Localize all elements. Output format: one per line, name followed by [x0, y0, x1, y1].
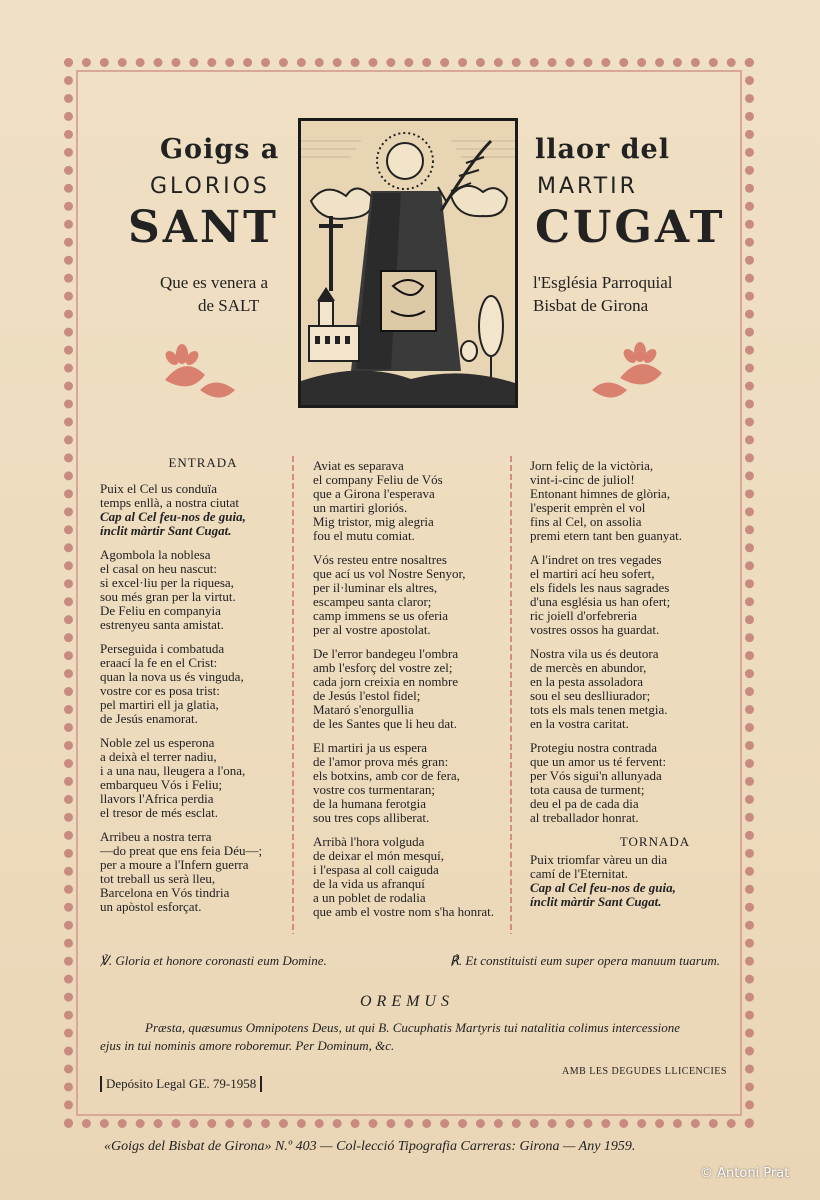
- verse-line: els botxins, amb cor de fera,: [313, 768, 460, 783]
- stanza: [530, 459, 740, 543]
- subtitle-right-2: Bisbat de Girona: [533, 296, 649, 315]
- verse-line: De l'error bandegeu l'ombra: [313, 646, 459, 661]
- verse-line: el tresor de més esclat.: [100, 805, 219, 820]
- title-left-line2: GLORIOS: [150, 174, 270, 199]
- title-right-line2: MARTIR: [537, 174, 638, 199]
- verse-line: sou el seu deslliurador;: [530, 688, 651, 703]
- verse-line: estrenyeu santa amistat.: [100, 617, 224, 632]
- stanza: [530, 741, 740, 825]
- verse-line: Arribeu a nostra terra: [100, 829, 212, 844]
- column-2: [313, 459, 508, 929]
- verse-line: fou el mutu comiat.: [313, 528, 415, 543]
- verse-line: en la pesta assoladora: [530, 674, 643, 689]
- heading-tornada: TORNADA: [619, 834, 691, 849]
- column-3: [530, 459, 740, 919]
- verse-line: per Vós sigui'n allunyada: [530, 768, 662, 783]
- verse-line: Mataró s'enorgullia: [313, 702, 414, 717]
- verse-line: tot treball us serà lleu,: [100, 871, 216, 886]
- verse-line: al treballador honrat.: [530, 810, 639, 825]
- stanza: [100, 736, 288, 820]
- verse-line: de deixar el món mesquí,: [313, 848, 445, 863]
- verse-line: l'esperit emprèn el vol: [530, 500, 646, 515]
- verse-line: Aviat es separava: [313, 458, 404, 473]
- verse-line: de l'amor prova més gran:: [313, 754, 449, 769]
- verse-line: —do preat que ens feia Déu—;: [100, 843, 263, 858]
- verse-line: Noble zel us esperona: [100, 735, 215, 750]
- title-left-line3: SANT: [128, 202, 279, 253]
- verse-line: Perseguida i combatuda: [100, 641, 225, 656]
- prayer-line-1: Præsta, quæsumus Omnipotens Deus, ut qui B. Cucuphatis Martyris tui natalitia colimus intercessione: [145, 1020, 681, 1035]
- verse-line: de Jesús l'estol fidel;: [313, 688, 421, 703]
- verse-line: per al vostre apostolat.: [313, 622, 431, 637]
- verse-line: el company Feliu de Vós: [313, 472, 443, 487]
- verse-line: tots els mals tenen metgia.: [530, 702, 668, 717]
- verse-line: que ací us vol Nostre Senyor,: [313, 566, 466, 581]
- stanza: [100, 482, 288, 538]
- column-divider-left: [292, 456, 294, 934]
- verse-line: temps enllà, a nostra ciutat: [100, 495, 239, 510]
- verse-line: De Feliu en companyia: [100, 603, 221, 618]
- verse-line: embarqueu Vós i Feliu;: [100, 777, 223, 792]
- photo-credit: © Antoni Prat: [700, 1166, 790, 1181]
- stanza: [100, 642, 288, 726]
- verse-line: vostres ossos ha guardat.: [530, 622, 660, 637]
- verse-line: vint-i-cinc de juliol!: [530, 472, 635, 487]
- verse-line: Puix el Cel us conduïa: [100, 481, 217, 496]
- verse-line: a deixà el terrer nadiu,: [100, 749, 217, 764]
- verse-line: eraací la fe en el Crist:: [100, 655, 218, 670]
- subtitle-left-2: de SALT: [198, 296, 260, 315]
- verse-line: premi etern tant ben guanyat.: [530, 528, 682, 543]
- licences-note: AMB LES DEGUDES LLICENCIES: [562, 1066, 727, 1077]
- verse-line: de la humana ferotgia: [313, 796, 426, 811]
- verse-line: que un amor us té fervent:: [530, 754, 667, 769]
- verse-line: els fidels les naus sagrades: [530, 580, 670, 595]
- verse-line: de la vida us afranquí: [313, 876, 425, 891]
- title-right-line3: CUGAT: [535, 202, 726, 253]
- verse-line: Protegiu nostra contrada: [530, 740, 658, 755]
- stanza: [100, 830, 288, 914]
- flower-ornament-right: [590, 338, 670, 412]
- verse-line: Nostra vila us és deutora: [530, 646, 659, 661]
- refrain-line: Cap al Cel feu-nos de guia,: [100, 509, 246, 524]
- verse-line: deu el pa de cada dia: [530, 796, 639, 811]
- response: ℟. Et constituisti eum super opera manuum tuarum.: [450, 953, 720, 968]
- verse-line: Entonant himnes de glòria,: [530, 486, 671, 501]
- verse-line: fins al Cel, on assolia: [530, 514, 642, 529]
- verse-line: el casal on heu nascut:: [100, 561, 217, 576]
- verse-line: vostre cor es posa trist:: [100, 683, 220, 698]
- verse-line: Barcelona en Vós tindria: [100, 885, 230, 900]
- verse-line: escampeu santa claror;: [313, 594, 432, 609]
- verse-line: i l'espasa al coll caiguda: [313, 862, 439, 877]
- verse-line: Jorn feliç de la victòria,: [530, 458, 654, 473]
- stanza: [313, 647, 508, 731]
- verse-line: llavors l'Africa perdia: [100, 791, 214, 806]
- stanza: [530, 553, 740, 637]
- stanza: [313, 835, 508, 919]
- verse-line: per a moure a l'Infern guerra: [100, 857, 249, 872]
- column-divider-right: [510, 456, 512, 934]
- verse-line: un martiri gloriós.: [313, 500, 408, 515]
- flower-ornament-left: [160, 340, 240, 414]
- refrain-line: ínclit màrtir Sant Cugat.: [100, 523, 232, 538]
- verse-line: camí de l'Eternitat.: [530, 866, 628, 881]
- subtitle-right-1: l'Església Parroquial: [533, 273, 673, 292]
- verse-line: que amb el vostre nom s'ha honrat.: [313, 904, 495, 919]
- title-left-line1: Goigs a: [160, 134, 280, 165]
- verse-line: el martiri ací heu sofert,: [530, 566, 655, 581]
- verse-line: tota causa de turment;: [530, 782, 645, 797]
- subtitle-left-1: Que es venera a: [160, 273, 269, 292]
- verse-line: vostre cos turmentaran;: [313, 782, 436, 797]
- verse-line: Mig tristor, mig alegria: [313, 514, 434, 529]
- verse-line: si excel·liu per la riquesa,: [100, 575, 234, 590]
- verse-line: a un poblet de rodalia: [313, 890, 426, 905]
- verse-line: pel martiri ell ja glatia,: [100, 697, 219, 712]
- verse-line: Vós resteu entre nosaltres: [313, 552, 447, 567]
- verse-line: de Jesús enamorat.: [100, 711, 198, 726]
- woodcut-saint-image: [298, 118, 518, 408]
- verse-line: cada jorn creixia en nombre: [313, 674, 459, 689]
- verse-line: Puix triomfar vàreu un dia: [530, 852, 668, 867]
- title-right-line1: llaor del: [535, 134, 670, 165]
- verse-line: Agombola la noblesa: [100, 547, 211, 562]
- footer-collection: «Goigs del Bisbat de Girona» N.º 403 — Col-lecció Tipografia Carreras: Girona — Any 1959.: [104, 1139, 636, 1154]
- stanza: [100, 548, 288, 632]
- stanza: [530, 647, 740, 731]
- verse-line: que a Girona l'esperava: [313, 486, 435, 501]
- oremus-heading: OREMUS: [360, 993, 454, 1010]
- stanza: [313, 459, 508, 543]
- verse-line: sou tres cops alliberat.: [313, 810, 430, 825]
- versicle: ℣. Gloria et honore coronasti eum Domine.: [100, 953, 327, 968]
- verse-line: ric joiell d'orfebreria: [530, 608, 638, 623]
- stanza: [313, 741, 508, 825]
- deposit-legal: Depósito Legal GE. 79-1958: [100, 1076, 262, 1092]
- verse-line: i a una nau, lleugera a l'ona,: [100, 763, 246, 778]
- stanza: [530, 853, 740, 909]
- verse-line: El martiri ja us espera: [313, 740, 428, 755]
- verse-line: Arribà l'hora volguda: [313, 834, 425, 849]
- heading-entrada: ENTRADA: [168, 455, 238, 470]
- verse-line: quan la nova us és vinguda,: [100, 669, 244, 684]
- refrain-line: Cap al Cel feu-nos de guia,: [530, 880, 676, 895]
- verse-line: camp immens se us oferia: [313, 608, 449, 623]
- verse-line: amb l'esforç del vostre zel;: [313, 660, 453, 675]
- verse-line: A l'indret on tres vegades: [530, 552, 662, 567]
- prayer-line-2: ejus in tui nominis amore roboremur. Per Dominum, &c.: [100, 1038, 395, 1053]
- verse-line: d'una església us han ofert;: [530, 594, 671, 609]
- verse-line: en la vostra caritat.: [530, 716, 629, 731]
- verse-line: per il·luminar els altres,: [313, 580, 438, 595]
- refrain-line: ínclit màrtir Sant Cugat.: [530, 894, 662, 909]
- verse-line: de mercès en abundor,: [530, 660, 647, 675]
- verse-line: sou més gran per la virtut.: [100, 589, 236, 604]
- stanza: [313, 553, 508, 637]
- verse-line: un apòstol esforçat.: [100, 899, 202, 914]
- verse-line: de les Santes que li heu dat.: [313, 716, 458, 731]
- column-1: [100, 456, 288, 924]
